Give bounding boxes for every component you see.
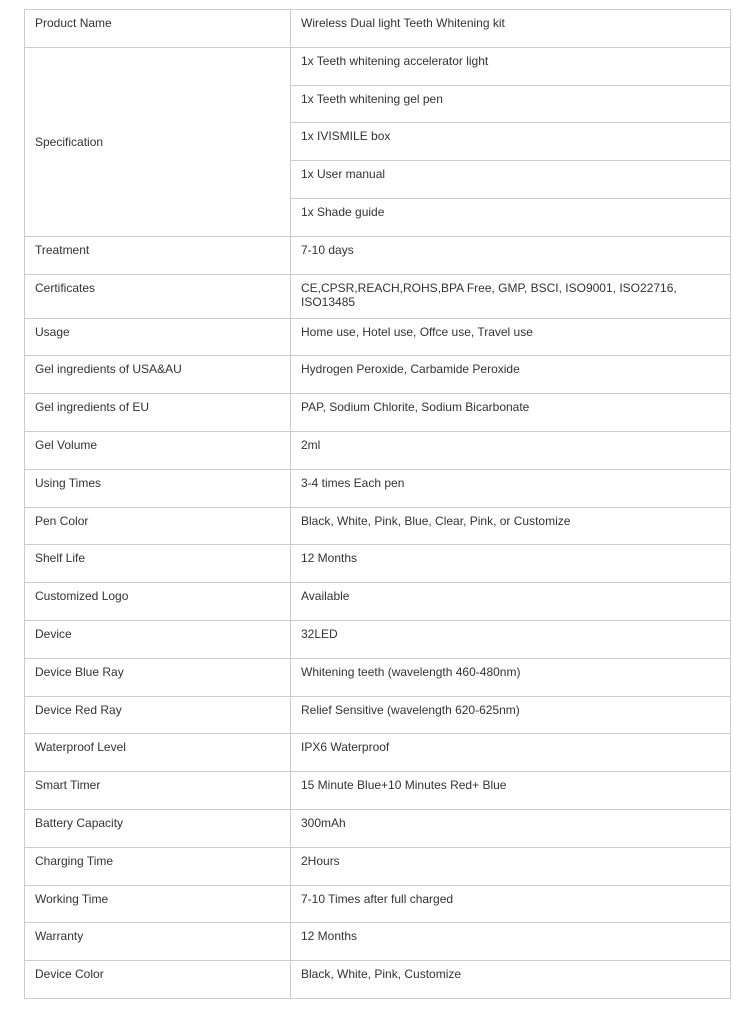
spec-item: 1x User manual [291,161,731,199]
row-value: CE,CPSR,REACH,ROHS,BPA Free, GMP, BSCI, ISO9001, ISO22716, ISO13485 [291,274,731,318]
row-label: Warranty [25,923,291,961]
table-row [25,734,731,772]
table-row [25,469,731,507]
row-label: Gel Volume [25,431,291,469]
table-row [25,318,731,356]
table-row [25,696,731,734]
row-value: Relief Sensitive (wavelength 620-625nm) [291,696,731,734]
row-value: 12 Months [291,923,731,961]
row-value: 15 Minute Blue+10 Minutes Red+ Blue [291,772,731,810]
row-value: 7-10 days [291,236,731,274]
row-label: Certificates [25,274,291,318]
row-value: Wireless Dual light Teeth Whitening kit [291,10,731,48]
row-label: Using Times [25,469,291,507]
table-row [25,809,731,847]
table-row [25,923,731,961]
row-value: IPX6 Waterproof [291,734,731,772]
table-row-product-name [25,10,731,48]
row-label: Usage [25,318,291,356]
row-label: Customized Logo [25,583,291,621]
row-value: Hydrogen Peroxide, Carbamide Peroxide [291,356,731,394]
table-row [25,961,731,999]
row-value: 12 Months [291,545,731,583]
spec-item: 1x Shade guide [291,198,731,236]
row-value: 32LED [291,620,731,658]
table-row [25,620,731,658]
row-value: Black, White, Pink, Blue, Clear, Pink, or Customize [291,507,731,545]
table-row [25,236,731,274]
row-value: 2Hours [291,847,731,885]
table-row [25,885,731,923]
table-row [25,394,731,432]
table-row [25,772,731,810]
row-value: PAP, Sodium Chlorite, Sodium Bicarbonate [291,394,731,432]
table-row [25,583,731,621]
row-label: Device [25,620,291,658]
table-row [25,658,731,696]
row-value: Available [291,583,731,621]
row-label: Working Time [25,885,291,923]
row-value: 7-10 Times after full charged [291,885,731,923]
row-label: Shelf Life [25,545,291,583]
table-row-specification [25,47,731,85]
row-value: 300mAh [291,809,731,847]
table-row [25,507,731,545]
row-label: Gel ingredients of USA&AU [25,356,291,394]
spec-item: 1x IVISMILE box [291,123,731,161]
row-value: Black, White, Pink, Customize [291,961,731,999]
row-label: Device Color [25,961,291,999]
row-label: Waterproof Level [25,734,291,772]
table-row [25,545,731,583]
table-row [25,431,731,469]
table-row [25,274,731,318]
row-label: Gel ingredients of EU [25,394,291,432]
row-label: Battery Capacity [25,809,291,847]
row-label: Product Name [25,10,291,48]
row-label: Treatment [25,236,291,274]
row-value: 2ml [291,431,731,469]
spec-item: 1x Teeth whitening gel pen [291,85,731,123]
row-label: Pen Color [25,507,291,545]
spec-item: 1x Teeth whitening accelerator light [291,47,731,85]
table-row [25,847,731,885]
row-label-specification: Specification [25,47,291,236]
row-value: 3-4 times Each pen [291,469,731,507]
row-label: Device Red Ray [25,696,291,734]
product-spec-table [24,9,731,999]
row-label: Device Blue Ray [25,658,291,696]
row-value: Home use, Hotel use, Offce use, Travel use [291,318,731,356]
row-label: Smart Timer [25,772,291,810]
row-label: Charging Time [25,847,291,885]
row-value: Whitening teeth (wavelength 460-480nm) [291,658,731,696]
table-row [25,356,731,394]
